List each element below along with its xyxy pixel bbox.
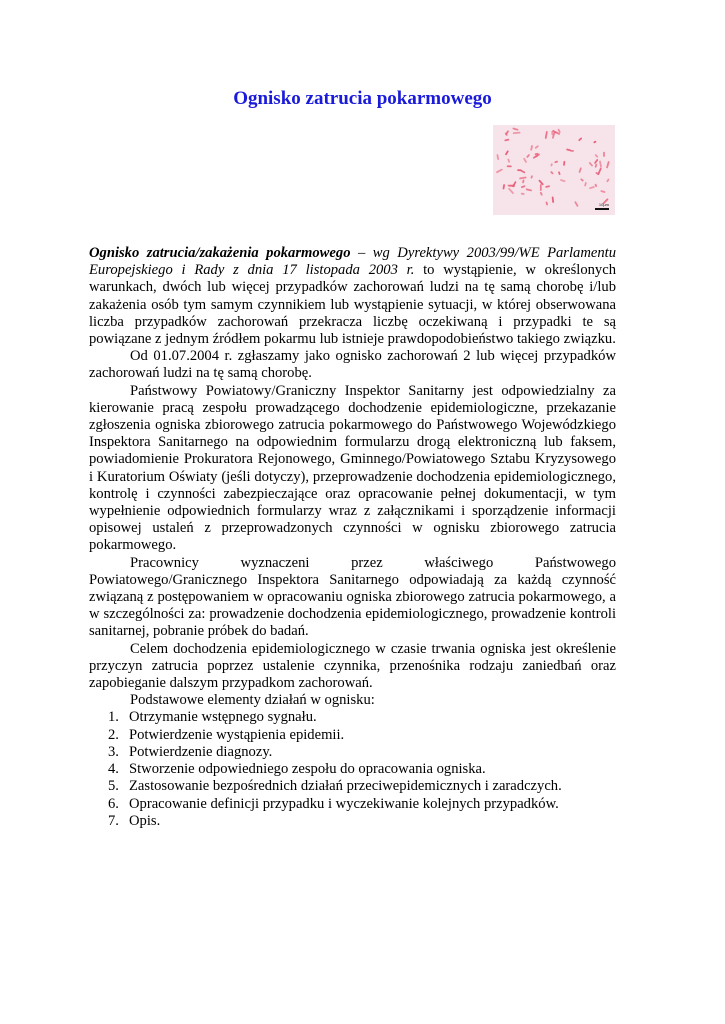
bacterium-cell (552, 196, 555, 203)
bacterium-cell (526, 154, 530, 158)
step-text: Stworzenie odpowiedniego zespołu do opracowania ogniska. (129, 761, 486, 778)
bacterium-cell (507, 158, 510, 162)
bacterium-cell (517, 169, 522, 171)
bacterium-cell (530, 145, 533, 151)
bacterium-cell (578, 167, 582, 173)
definition-text: to wystąpienie, w określonych warunkach, dwóch lub więcej przypadków zachorowań ludzi na tę samą chorobę i/lub zakażenia osób tym samym czynnikiem lub wystąpienie sytuacji, w której obserwowana liczba przypadków zachorowań przekracza liczbę oczekiwaną i przypadki te są powiązane z jednym źródłem pokarmu lub istnieje prawdopodobieństwo takiego związku. (89, 262, 616, 348)
paragraph-purpose: Celem dochodzenia epidemiologicznego w czasie trwania ogniska jest określenie przyczyn zatrucia poprzez ustalenie czynnika, przenośnika rodzaju zaniedbań oraz zapobieganie dalszym przypadkom zachorowań. (89, 640, 616, 692)
step-text: Potwierdzenie wystąpienia epidemii. (129, 726, 345, 743)
list-item (89, 744, 616, 761)
bacterium-cell (594, 163, 597, 168)
paragraph-inspector: Państwowy Powiatowy/Graniczny Inspektor Sanitarny jest odpowiedzialny za kierowanie pracą zespołu prowadzącego dochodzenie epidemiologiczne, przekazanie zgłoszenia ogniska zbiorowego zatrucia pokarmowego do Państwowego Wojewódzkiego Inspektora Sanitarnego na odpowiednim formularzu drogą elektroniczną lub faksem, powiadomienie Prokuratora Rejonowego, Gminnego/Powiatowego Sztabu Kryzysowego i Kuratorium Oświaty (jeśli dotyczy), przeprowadzenie dochodzenia epidemiologicznego, kontrolę i czynności zabezpieczające oraz opracowanie pełnej dokumentacji, w tym wypełnienie odpowiednich formularzy wraz z załącznikami i sporządzenie informacji opisowej ustaleń z przeprowadzonych czynności w ognisku zbiorowego zatrucia pokarmowego. (89, 382, 616, 554)
bacterium-cell (558, 171, 561, 175)
bacterium-cell (512, 127, 518, 130)
bacterium-cell (523, 158, 527, 164)
bacterium-cell (584, 182, 587, 187)
list-item (89, 761, 616, 778)
bacterium-cell (496, 154, 499, 160)
definition-paragraph (89, 245, 616, 348)
step-text: Opracowanie definicji przypadku i wyczekiwanie kolejnych przypadków. (129, 795, 559, 812)
step-text: Zastosowanie bezpośrednich działań przeciwepidemicznych i zaradczych. (129, 778, 562, 795)
bacterium-cell (530, 175, 533, 179)
bacterium-cell (589, 186, 595, 189)
step-text: Otrzymanie wstępnego sygnału. (129, 709, 317, 726)
paragraph-staff: Pracownicy wyznaczeni przez właściwego Państwowego Powiatowego/Granicznego Inspektora Sanitarnego odpowiadają za każdą czynność związaną z postępowaniem w opracowaniu ogniska zbiorowego zatrucia pokarmowego, a w szczególności za: prowadzenie dochodzenia epidemiologicznego, prowadzenie kontroli sanitarnej, pobranie próbek do badań. (89, 554, 616, 640)
bacterium-cell (508, 188, 514, 195)
bacterium-cell (505, 150, 509, 155)
step-number: 7. (108, 812, 119, 829)
step-text: Potwierdzenie diagnozy. (129, 743, 273, 760)
step-text: Opis. (129, 812, 161, 829)
bacteria-cells-graphic (493, 125, 615, 215)
bacterium-cell (594, 159, 599, 164)
bacterium-cell (519, 177, 527, 180)
bacterium-cell (600, 190, 605, 193)
bacterium-cell (550, 163, 553, 166)
bacterium-cell (578, 137, 582, 141)
bacterium-cell (588, 162, 593, 167)
bacterium-cell (521, 185, 526, 188)
list-item (89, 796, 616, 813)
bacterium-cell (563, 161, 565, 166)
bacterium-cell (594, 183, 597, 187)
bacterium-cell (580, 178, 584, 182)
bacterium-cell (574, 201, 579, 207)
bacterium-cell (545, 185, 550, 188)
step-number: 1. (108, 709, 119, 726)
paragraph-reporting: Od 01.07.2004 r. zgłaszamy jako ognisko zachorowań 2 lub więcej przypadków zachorowań ludzi na tę samą chorobę. (89, 348, 616, 382)
bacterium-cell (502, 184, 505, 190)
bacterium-cell (593, 140, 596, 143)
step-number: 6. (108, 795, 119, 812)
bacterium-cell (504, 139, 509, 142)
bacterium-cell (545, 201, 548, 205)
bacterium-cell (560, 179, 566, 182)
definition-source: wg Dyrektywy 2003/99/WE Parlamentu Europejskiego i Rady z dnia 17 listopada 2003 r. (89, 245, 617, 279)
bacterium-cell (606, 161, 610, 169)
list-item (89, 778, 616, 795)
definition-term-text: Ognisko zatrucia/zakażenia pokarmowego (89, 245, 351, 261)
bacterium-cell (513, 132, 521, 134)
bacterium-cell (606, 178, 610, 182)
bacterium-cell (507, 165, 512, 167)
list-item (89, 813, 616, 830)
step-number: 5. (108, 778, 119, 795)
bacterium-cell (540, 184, 542, 191)
step-number: 2. (108, 726, 119, 743)
list-item (89, 709, 616, 726)
list-intro: Podstawowe elementy działań w ognisku: (130, 692, 375, 709)
step-number: 3. (108, 743, 119, 760)
bacterium-cell (534, 145, 539, 149)
bacterium-cell (521, 193, 525, 195)
bacterium-cell (522, 179, 524, 183)
bacterium-cell (540, 192, 543, 196)
bacterium-cell (550, 171, 554, 175)
bacterium-cell (526, 188, 533, 191)
bacterium-cell (545, 131, 548, 139)
page-title: Ognisko zatrucia pokarmowego (233, 88, 492, 109)
bacterium-cell (599, 160, 602, 168)
bacterium-cell (594, 154, 598, 158)
microscope-bacteria-image (493, 125, 615, 215)
bacterium-cell (496, 168, 503, 173)
step-number: 4. (108, 761, 119, 778)
scale-bar (595, 208, 609, 210)
document-body (89, 245, 616, 830)
bacterium-cell (566, 148, 571, 151)
steps-list (89, 709, 616, 829)
definition-dash: – (350, 245, 373, 261)
list-item (89, 727, 616, 744)
bacterium-cell (603, 152, 605, 157)
bacterium-cell (554, 160, 558, 163)
scale-label: 10µm (598, 202, 609, 207)
